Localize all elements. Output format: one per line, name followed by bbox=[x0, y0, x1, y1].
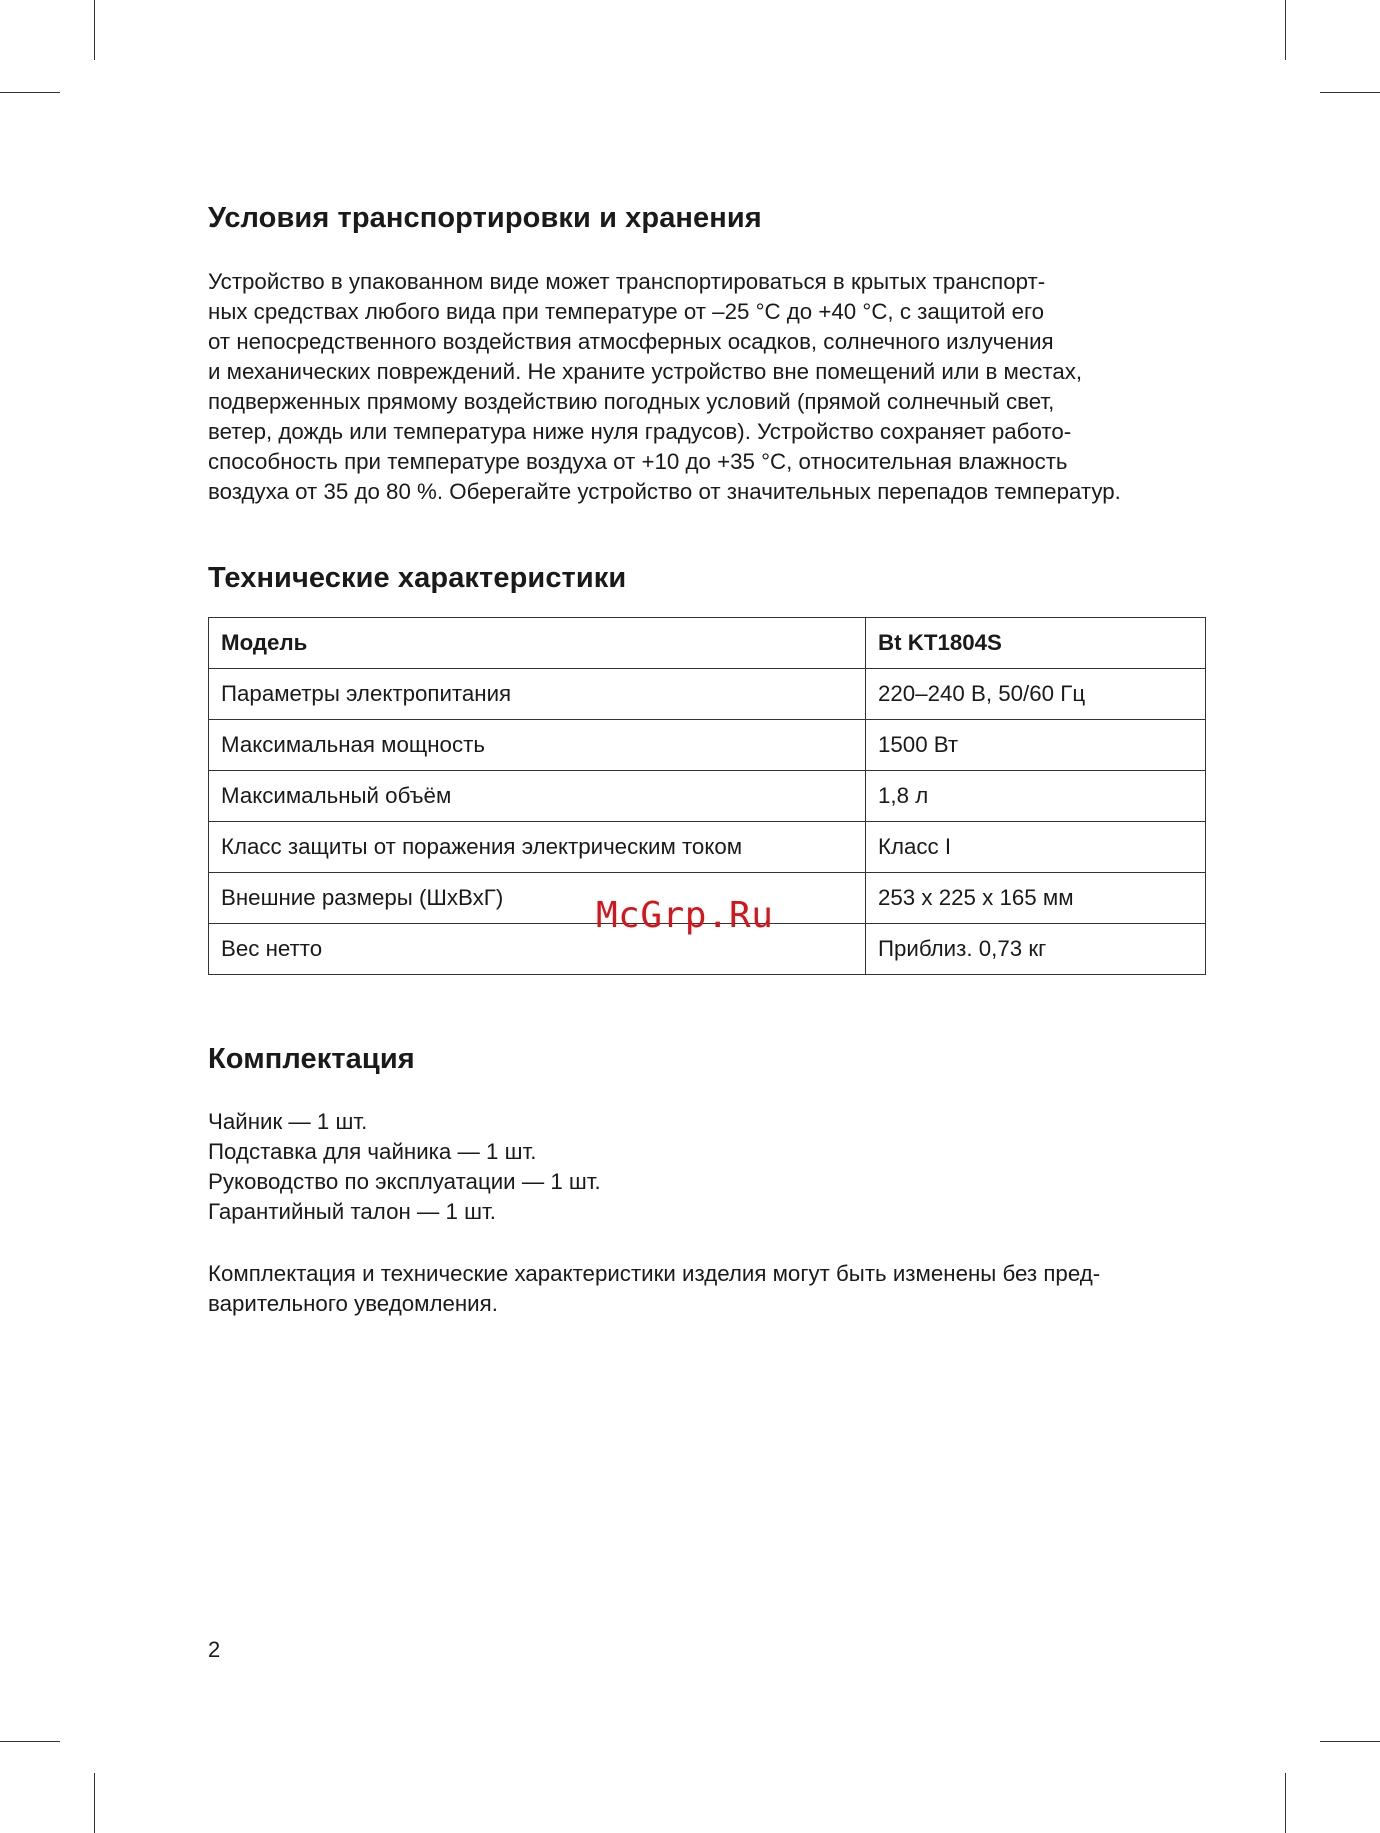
crop-mark-bottom-left bbox=[94, 1773, 95, 1833]
paragraph-line: и механических повреждений. Не храните устройство вне помещений или в местах, bbox=[208, 359, 1083, 384]
paragraph-line: от непосредственного воздействия атмосферных осадков, солнечного излучения bbox=[208, 329, 1054, 354]
crop-mark-top-left bbox=[0, 92, 60, 93]
paragraph-line: подверженных прямому воздействию погодных условий (прямой солнечный свет, bbox=[208, 389, 1055, 414]
spec-value: Приблиз. 0,73 кг bbox=[866, 924, 1206, 975]
spec-label: Модель bbox=[209, 618, 866, 669]
paragraph-line: Устройство в упакованном виде может транспортироваться в крытых транспорт- bbox=[208, 269, 1046, 294]
crop-mark-bottom-left bbox=[0, 1741, 60, 1742]
spec-label: Максимальная мощность bbox=[209, 720, 866, 771]
spec-value: Bt KT1804S bbox=[866, 618, 1206, 669]
paragraph-line: ных средствах любого вида при температуре от –25 °C до +40 °C, с защитой его bbox=[208, 299, 1045, 324]
transport-paragraph bbox=[208, 267, 1121, 507]
specs-heading: Технические характеристики bbox=[208, 562, 627, 594]
crop-mark-top-left bbox=[94, 0, 95, 60]
crop-mark-top-right bbox=[1320, 92, 1380, 93]
list-item: Гарантийный талон — 1 шт. bbox=[208, 1199, 496, 1224]
spec-value: 220–240 В, 50/60 Гц bbox=[866, 669, 1206, 720]
list-item: Руководство по эксплуатации — 1 шт. bbox=[208, 1169, 601, 1194]
package-note bbox=[208, 1259, 1100, 1319]
transport-heading: Условия транспортировки и хранения bbox=[208, 202, 762, 234]
crop-mark-top-right bbox=[1285, 0, 1286, 60]
table-row bbox=[209, 618, 1206, 669]
paragraph-line: варительного уведомления. bbox=[208, 1291, 498, 1316]
package-heading: Комплектация bbox=[208, 1043, 415, 1075]
spec-value: 1,8 л bbox=[866, 771, 1206, 822]
crop-mark-bottom-right bbox=[1285, 1773, 1286, 1833]
list-item: Чайник — 1 шт. bbox=[208, 1109, 368, 1134]
spec-label: Максимальный объём bbox=[209, 771, 866, 822]
spec-label: Класс защиты от поражения электрическим током bbox=[209, 822, 866, 873]
package-list bbox=[208, 1107, 601, 1227]
paragraph-line: воздуха от 35 до 80 %. Оберегайте устройство от значительных перепадов температур. bbox=[208, 479, 1121, 504]
page-number: 2 bbox=[208, 1637, 221, 1662]
table-row bbox=[209, 720, 1206, 771]
paragraph-line: способность при температуре воздуха от +10 до +35 °C, относительная влажность bbox=[208, 449, 1068, 474]
crop-mark-bottom-right bbox=[1320, 1741, 1380, 1742]
paragraph-line: ветер, дождь или температура ниже нуля градусов). Устройство сохраняет работо- bbox=[208, 419, 1072, 444]
spec-label: Внешние размеры (ШхВхГ) bbox=[209, 873, 866, 924]
table-row bbox=[209, 822, 1206, 873]
table-row bbox=[209, 771, 1206, 822]
table-row bbox=[209, 669, 1206, 720]
list-item: Подставка для чайника — 1 шт. bbox=[208, 1139, 537, 1164]
spec-label: Вес нетто bbox=[209, 924, 866, 975]
spec-label: Параметры электропитания bbox=[209, 669, 866, 720]
watermark: McGrp.Ru bbox=[596, 895, 774, 936]
paragraph-line: Комплектация и технические характеристики изделия могут быть изменены без пред- bbox=[208, 1261, 1101, 1286]
spec-value: Класс I bbox=[866, 822, 1206, 873]
spec-value: 253 x 225 x 165 мм bbox=[866, 873, 1206, 924]
spec-value: 1500 Вт bbox=[866, 720, 1206, 771]
